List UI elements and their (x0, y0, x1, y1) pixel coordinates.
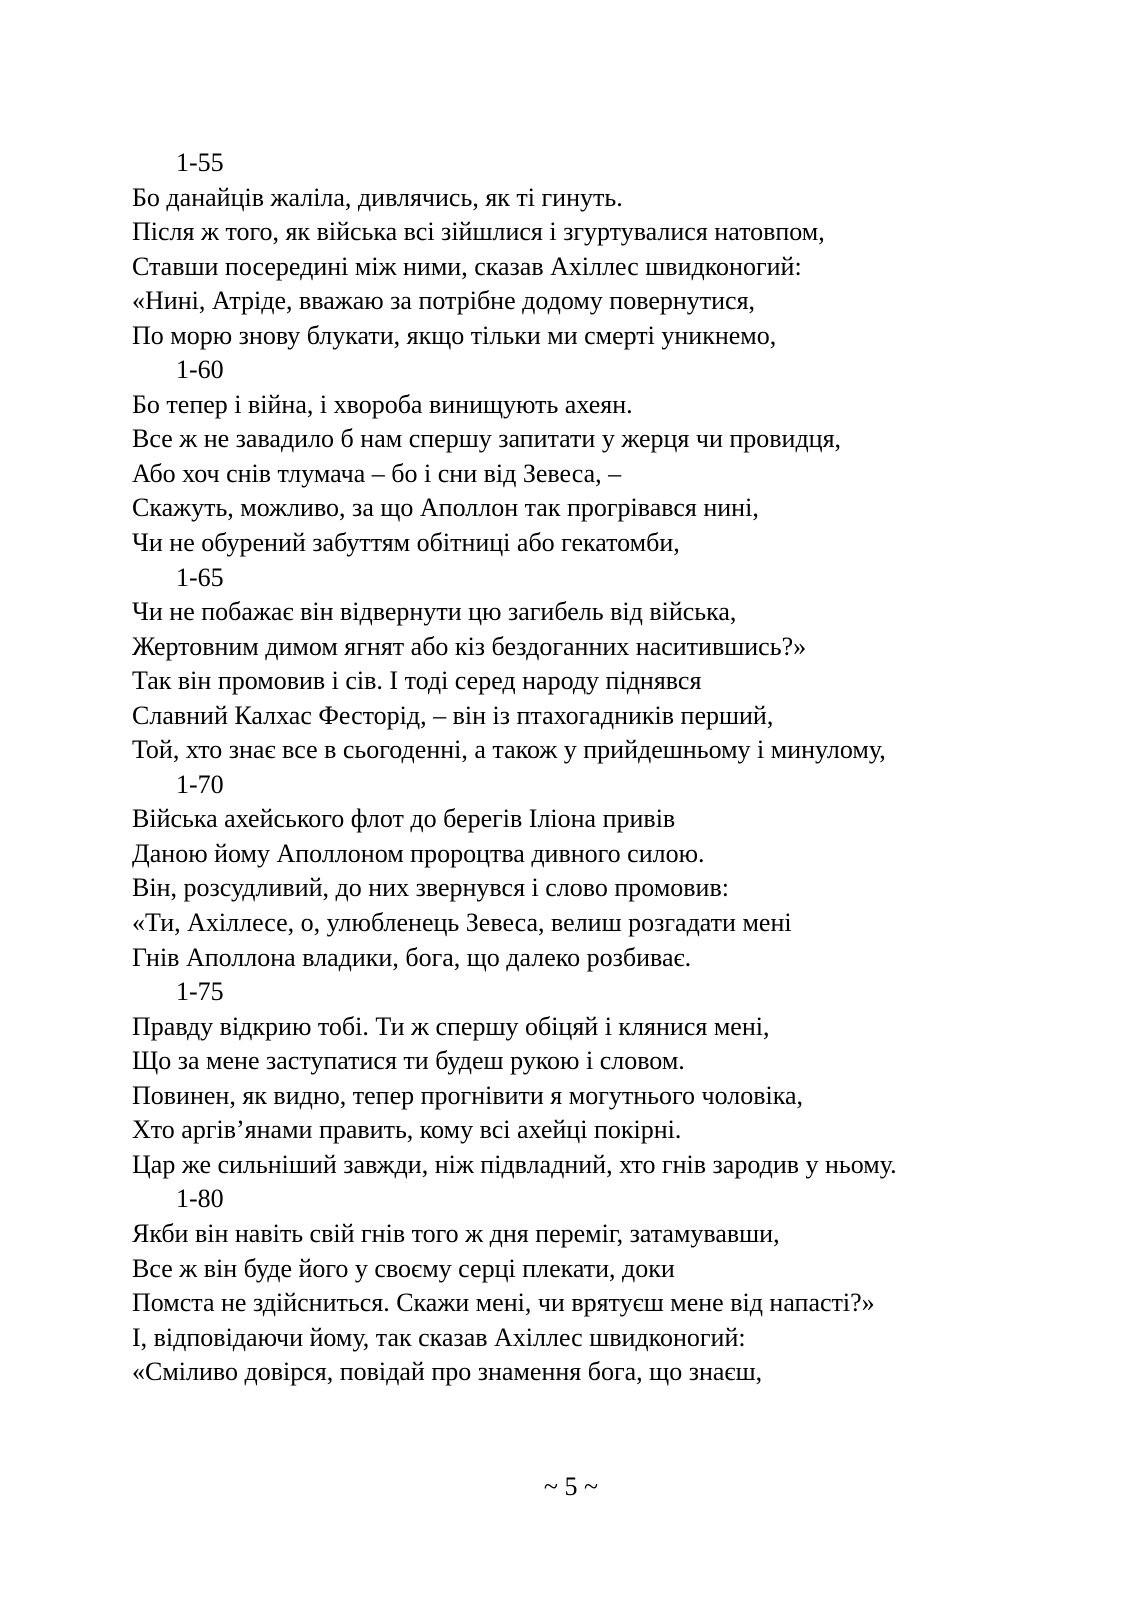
line-number-marker: 1-70 (176, 769, 224, 799)
verse-line: Чи не побажає він відвернути цю загибель від війська, (132, 597, 737, 627)
verse-line: Хто аргів’янами править, кому всі ахейці покірні. (132, 1115, 682, 1145)
line-number-marker: 1-80 (176, 1184, 224, 1214)
verse-line: Все ж він буде його у своєму серці плекати, доки (132, 1253, 675, 1283)
verse-line: Так він промовив і сів. І тоді серед народу піднявся (132, 666, 702, 696)
verse-line: Цар же сильніший завжди, ніж підвладний, хто гнів зародив у ньому. (132, 1149, 897, 1179)
verse-line: Повинен, як видно, тепер прогнівити я могутнього чоловіка, (132, 1080, 804, 1110)
verse-line: Що за мене заступатися ти будеш рукою і словом. (132, 1046, 685, 1076)
verse-line: Або хоч снів тлумача – бо і сни від Зевеса, – (132, 458, 622, 488)
verse-line: Помста не здійсниться. Скажи мені, чи врятуєш мене від напасті?» (132, 1288, 875, 1318)
verse-line: «Нині, Атріде, вважаю за потрібне додому повернутися, (132, 286, 756, 316)
verse-line: Бо данайців жаліла, дивлячись, як ті гинуть. (132, 182, 623, 212)
verse-line: Він, розсудливий, до них звернувся і слово промовив: (132, 873, 729, 903)
verse-line: Якби він навіть свій гнів того ж дня переміг, затамувавши, (132, 1218, 780, 1248)
line-number-marker: 1-55 (176, 148, 224, 177)
verse-line: Війська ахейського флот до берегів Іліона привів (132, 804, 676, 834)
verse-line: Жертовним димом ягнят або кіз бездоганних наситившись?» (132, 631, 807, 661)
verse-line: Скажуть, можливо, за що Аполлон так прогрівався нині, (132, 493, 759, 523)
verse-line: Гнів Аполлона владики, бога, що далеко розбиває. (132, 942, 692, 972)
page-number: ~ 5 ~ (543, 1472, 599, 1501)
verse-line: Після ж того, як війська всі зійшлися і згуртувалися натовпом, (132, 217, 825, 247)
verse-line: По морю знову блукати, якщо тільки ми смерті уникнемо, (132, 320, 777, 350)
verse-line: Той, хто знає все в сьогоденні, а також у прийдешньому і минулому, (132, 735, 886, 765)
verse-line: Бо тепер і війна, і хвороба винищують ахеян. (132, 389, 633, 419)
line-number-marker: 1-60 (176, 355, 224, 385)
verse-line: Славний Калхас Фесторід, – він із птахогадників перший, (132, 700, 774, 730)
verse-line: «Сміливо довірся, повідай про знамення бога, що знаєш, (132, 1357, 763, 1387)
verse-line: І, відповідаючи йому, так сказав Ахіллес швидконогий: (132, 1322, 746, 1352)
verse-line: «Ти, Ахіллесе, о, улюбленець Зевеса, велиш розгадати мені (132, 908, 792, 938)
verse-line: Чи не обурений забуттям обітниці або гекатомби, (132, 528, 680, 558)
verse-line: Все ж не завадило б нам спершу запитати у жерця чи провидця, (132, 424, 842, 454)
verse-line: Ставши посередині між ними, сказав Ахіллес швидконогий: (132, 251, 802, 281)
line-number-marker: 1-75 (176, 977, 224, 1007)
poem-text (132, 146, 1032, 1390)
line-number-marker: 1-65 (176, 562, 224, 592)
verse-line: Даною йому Аполлоном пророцтва дивного силою. (132, 838, 705, 868)
verse-line: Правду відкрию тобі. Ти ж спершу обіцяй і клянися мені, (132, 1011, 770, 1041)
